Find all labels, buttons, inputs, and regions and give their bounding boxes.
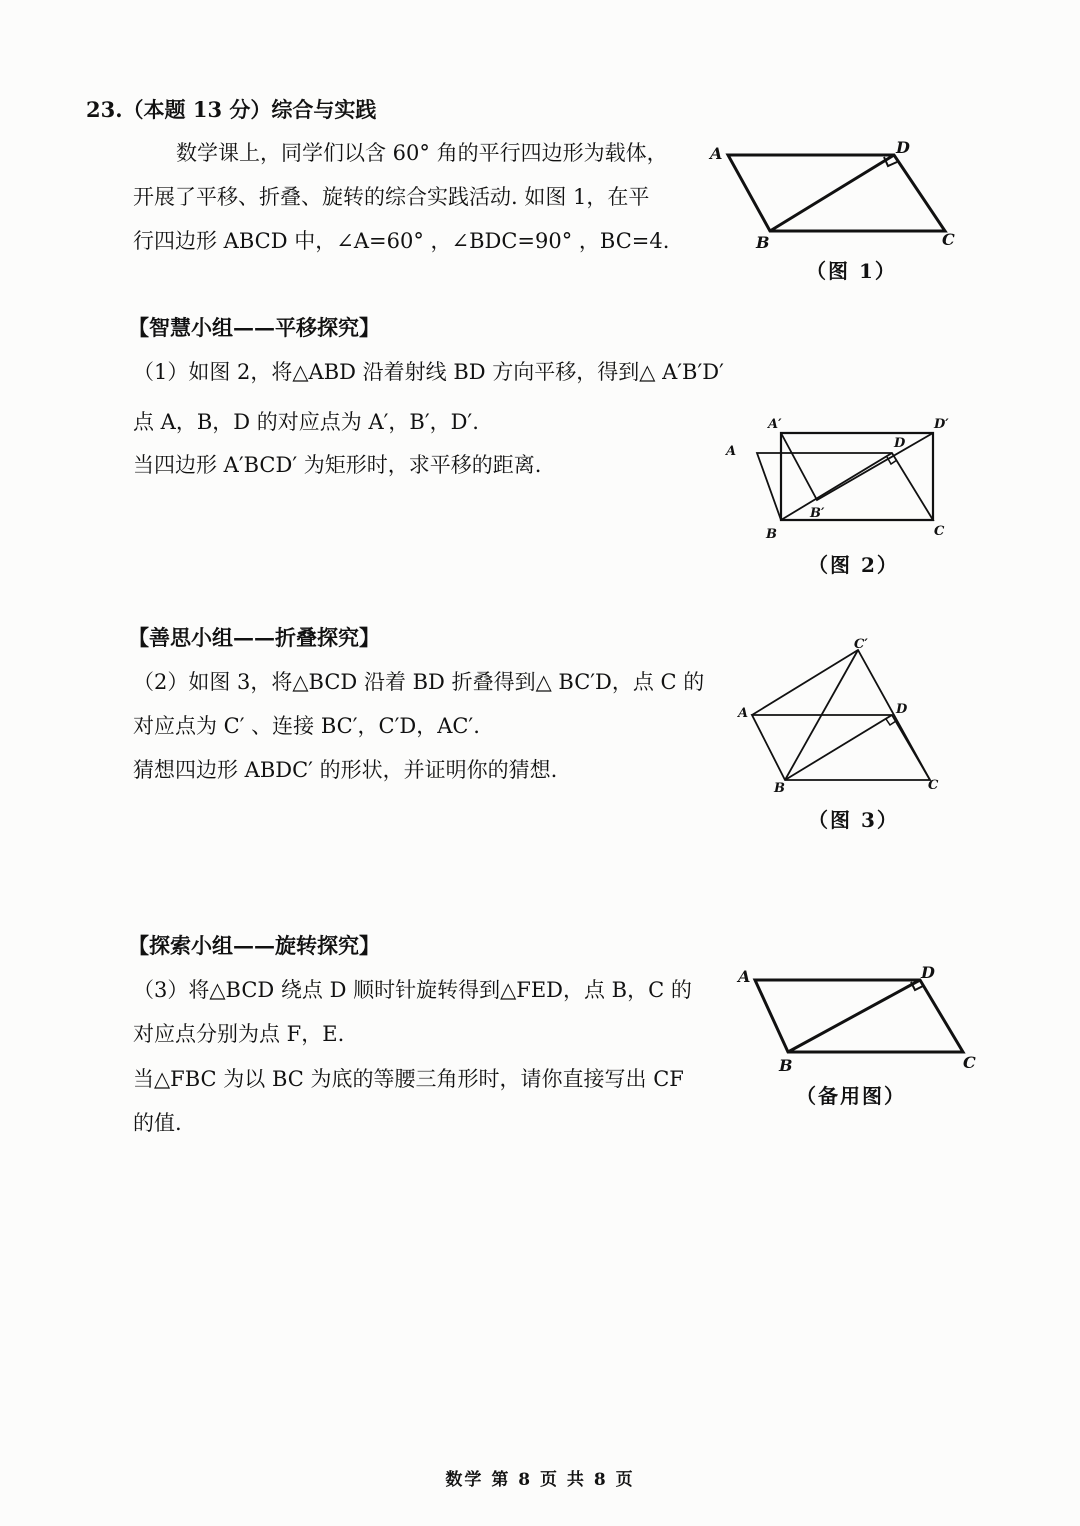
backup-fig-caption: （备用图）: [796, 1084, 906, 1108]
fig2-label-A: A: [726, 444, 737, 459]
figure-2: [722, 413, 962, 543]
fig2-label-D: D: [894, 436, 906, 451]
fig3-label-D: D: [896, 702, 908, 717]
group3-line-4: 的值.: [133, 1111, 182, 1135]
intro-line-1: 数学课上，同学们以含 60° 角的平行四边形为载体，: [176, 141, 668, 165]
fig1-label-A: A: [710, 144, 723, 163]
group2-line-1: （2）如图 3，将△BCD 沿着 BD 折叠得到△ BC′D，点 C 的: [133, 670, 705, 694]
group1-line-1: （1）如图 2，将△ABD 沿着射线 BD 方向平移，得到△ A′B′D′: [133, 360, 724, 384]
fig3-label-C: C: [928, 778, 939, 793]
fig3-label-C-prime: C′: [854, 637, 868, 652]
problem-header: 23.（本题 13 分）综合与实践: [86, 97, 377, 122]
fig3-label-A: A: [738, 706, 749, 721]
figure-1: [700, 135, 970, 250]
fig2-label-A-prime: A′: [768, 417, 782, 432]
group3-line-2: 对应点分别为点 F，E.: [133, 1022, 345, 1046]
fig4-label-C: C: [963, 1053, 976, 1072]
group3-line-1: （3）将△BCD 绕点 D 顺时针旋转得到△FED，点 B，C 的: [133, 978, 692, 1002]
figure-3: [730, 637, 960, 797]
intro-line-3: 行四边形 ABCD 中，∠A=60° ，∠BDC=90° ，BC=4.: [133, 229, 670, 253]
page-footer: 数学 第 8 页 共 8 页: [445, 1470, 635, 1490]
group3-title: 【探索小组——旋转探究】: [128, 933, 380, 958]
fig4-label-B: B: [779, 1056, 793, 1075]
group1-line-3: 当四边形 A′BCD′ 为矩形时，求平移的距离.: [133, 453, 542, 477]
fig1-caption: （图 1）: [806, 259, 897, 283]
group1-line-2: 点 A，B，D 的对应点为 A′，B′，D′.: [133, 410, 479, 434]
fig2-caption: （图 2）: [808, 553, 899, 577]
fig2-label-C: C: [934, 524, 945, 539]
group2-line-2: 对应点为 C′ 、连接 BC′，C′D，AC′.: [133, 714, 480, 738]
fig2-label-B-prime: B′: [810, 506, 825, 521]
group2-title: 【善思小组——折叠探究】: [128, 625, 380, 650]
figure-backup: [735, 960, 985, 1075]
fig2-label-B: B: [766, 527, 777, 542]
fig3-caption: （图 3）: [808, 808, 899, 832]
fig4-label-A: A: [738, 967, 751, 986]
fig4-label-D: D: [921, 963, 935, 982]
fig1-label-B: B: [756, 233, 770, 252]
group1-title: 【智慧小组——平移探究】: [128, 315, 380, 340]
fig2-label-D-prime: D′: [934, 417, 949, 432]
intro-line-2: 开展了平移、折叠、旋转的综合实践活动. 如图 1，在平: [133, 185, 650, 209]
group3-line-3: 当△FBC 为以 BC 为底的等腰三角形时，请你直接写出 CF: [133, 1067, 684, 1091]
fig3-label-B: B: [774, 781, 785, 796]
group2-line-3: 猜想四边形 ABDC′ 的形状，并证明你的猜想.: [133, 758, 558, 782]
fig1-label-C: C: [942, 230, 955, 249]
fig1-label-D: D: [896, 138, 910, 157]
